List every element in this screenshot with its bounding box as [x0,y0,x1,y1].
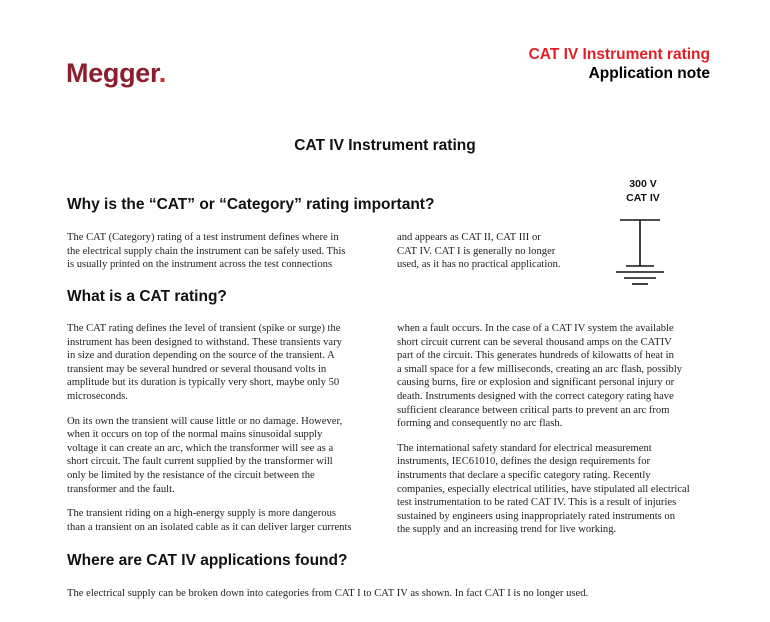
text-line: The CAT rating defines the level of transient (spike or surge) the [67,323,341,334]
section-heading-what: What is a CAT rating? [67,288,227,305]
text-line: CAT IV. CAT I is generally no longer [397,245,556,257]
document-title: CAT IV Instrument rating [294,137,476,154]
logo-dot: . [158,58,166,88]
text-line: only be limited by the resistance of the circuit between the [67,469,315,481]
text-line: instruments, IEC61010, defines the design requirements for [397,456,651,468]
text-line: instruments that declare a specific category rating. Recently [397,469,651,481]
section-heading-why: Why is the “CAT” or “Category” rating important? [67,196,435,213]
ground-symbol-icon [598,176,688,286]
header-subtitle: Application note [588,65,710,82]
text-line: the supply and an increasing trend for live working. [397,524,617,536]
text-line: is usually printed on the instrument across the test connections [67,259,333,271]
section-why-right-text [397,231,561,272]
text-line: The transient riding on a high-energy supply is more dangerous [67,508,337,520]
section-where-text [67,587,588,601]
paragraph [397,442,690,537]
text-line: On its own the transient will cause little or no damage. However, [67,415,343,427]
symbol-voltage-label: 300 V [629,178,657,190]
megger-logo [66,58,166,89]
paragraph [67,415,352,497]
text-line: sustained by engineers using inappropriately rated instruments on [397,510,676,522]
logo-text: Megger [66,58,159,88]
header-title: CAT IV Instrument rating [528,46,710,63]
text-line: test instrumentation to be rated CAT IV. This is a result of injuries [397,497,677,509]
text-line: short circuit current can be several thousand amps on the CATIV [397,336,672,348]
section-what-right-text [397,322,690,548]
text-line: and appears as CAT II, CAT III or [397,232,541,243]
section-what-left-text [67,322,352,545]
text-line: amplitude but its duration is typically very short, maybe only 50 [67,377,340,389]
text-line: causing burns, fire or explosion and significant personal injury or [397,377,675,389]
paragraph [67,507,352,534]
text-line: when a fault occurs. In the case of a CAT IV system the available [397,323,674,334]
text-line: short circuit. The fault current supplied by the transformer will [67,456,333,468]
text-line: transient may be several hundred or several thousand volts in [67,363,327,375]
text-line: The CAT (Category) rating of a test instrument defines where in [67,232,339,243]
text-line: than a transient on an isolated cable as it can deliver larger currents [67,521,352,533]
text-line: The electrical supply can be broken down into categories from CAT I to CAT IV as shown. In fact CAT I is no longer used. [67,588,589,599]
text-line: the electrical supply chain the instrument can be safely used. This [67,245,346,257]
text-line: The international safety standard for electrical measurement [397,442,652,454]
text-line: microseconds. [67,390,128,402]
text-line: when it occurs on top of the normal mains sinusoidal supply [67,429,323,441]
text-line: death. Instruments designed with the correct category rating have [397,390,674,402]
text-line: transformer and the fault. [67,483,175,495]
symbol-category-label: CAT IV [626,192,660,204]
text-line: used, as it has no practical application. [397,259,561,271]
text-line: companies, especially electrical utilities, have stipulated all electrical [397,483,690,495]
cat-iv-symbol [598,176,688,286]
section-why-left-text [67,231,345,272]
text-line: sufficient clearance between critical parts to prevent an arc from [397,404,670,416]
text-line: in size and duration depending on the source of the transient. A [67,350,335,362]
paragraph [397,322,690,431]
text-line: forming and consequently no arc flash. [397,418,563,430]
text-line: part of the circuit. This generates hundreds of kilowatts of heat in [397,350,674,362]
text-line: instrument has been designed to withstand. These transients vary [67,336,342,348]
text-line: a small space for a few milliseconds, creating an arc flash, possibly [397,363,683,375]
section-heading-where: Where are CAT IV applications found? [67,552,348,569]
paragraph [67,322,352,404]
text-line: voltage it can create an arc, which the transformer will see as a [67,442,334,454]
